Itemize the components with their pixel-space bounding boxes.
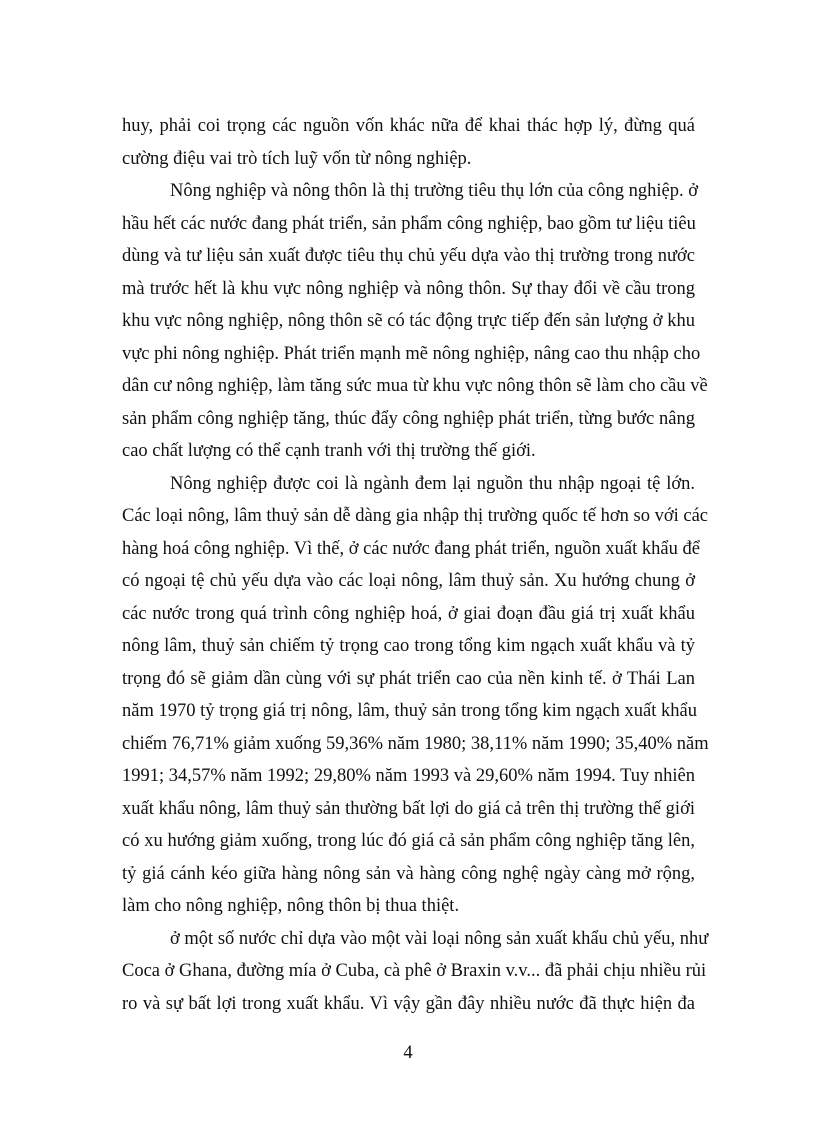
text-line: chiếm 76,71% giảm xuống 59,36% năm 1980; 38,11% năm 1990; 35,40% năm <box>122 733 709 754</box>
text-line: tỷ giá cánh kéo giữa hàng nông sản và hàng công nghệ ngày càng mở rộng, <box>122 863 695 884</box>
text-line: nông lâm, thuỷ sản chiếm tỷ trọng cao trong tổng kim ngạch xuất khẩu và tỷ <box>122 636 695 656</box>
text-line: xuất khẩu nông, lâm thuỷ sản thường bất lợi do giá cả trên thị trường thế giới <box>122 798 695 819</box>
text-line: cường điệu vai trò tích luỹ vốn từ nông nghiệp. <box>122 148 472 169</box>
text-line: ro và sự bất lợi trong xuất khẩu. Vì vậy gần đây nhiều nước đã thực hiện đa <box>122 993 695 1014</box>
text-line: huy, phải coi trọng các nguồn vốn khác nữa để khai thác hợp lý, đừng quá <box>122 116 695 136</box>
text-line: dân cư nông nghiệp, làm tăng sức mua từ khu vực nông thôn sẽ làm cho cầu về <box>122 376 708 396</box>
body-text <box>122 110 709 1020</box>
text-line: khu vực nông nghiệp, nông thôn sẽ có tác động trực tiếp đến sản lượng ở khu <box>122 311 695 331</box>
text-line: Coca ở Ghana, đường mía ở Cuba, cà phê ở Braxin v.v... đã phải chịu nhiều rủi <box>122 961 707 981</box>
text-line: sản phẩm công nghiệp tăng, thúc đẩy công nghiệp phát triển, từng bước nâng <box>122 408 695 429</box>
text-line: các nước trong quá trình công nghiệp hoá, ở giai đoạn đầu giá trị xuất khẩu <box>122 603 695 624</box>
text-line: Nông nghiệp và nông thôn là thị trường tiêu thụ lớn của công nghiệp. ở <box>170 181 698 201</box>
text-line: cao chất lượng có thể cạnh tranh với thị trường thế giới. <box>122 441 536 461</box>
text-line: năm 1970 tỷ trọng giá trị nông, lâm, thuỷ sản trong tổng kim ngạch xuất khẩu <box>122 701 697 721</box>
text-line: trọng đó sẽ giảm dần cùng với sự phát triển cao của nền kinh tế. ở Thái Lan <box>122 668 695 689</box>
page-number: 4 <box>403 1043 413 1063</box>
text-line: vực phi nông nghiệp. Phát triển mạnh mẽ nông nghiệp, nâng cao thu nhập cho <box>122 343 701 364</box>
text-line: mà trước hết là khu vực nông nghiệp và nông thôn. Sự thay đổi về cầu trong <box>122 278 695 299</box>
text-line: Nông nghiệp được coi là ngành đem lại nguồn thu nhập ngoại tệ lớn. <box>170 473 695 494</box>
text-line: dùng và tư liệu sản xuất được tiêu thụ chủ yếu dựa vào thị trường trong nước <box>122 246 695 266</box>
text-line: 1991; 34,57% năm 1992; 29,80% năm 1993 và 29,60% năm 1994. Tuy nhiên <box>122 766 695 786</box>
text-line: hầu hết các nước đang phát triển, sản phẩm công nghiệp, bao gồm tư liệu tiêu <box>122 213 696 234</box>
text-line: có xu hướng giảm xuống, trong lúc đó giá cả sản phẩm công nghiệp tăng lên, <box>122 831 695 851</box>
text-line: làm cho nông nghiệp, nông thôn bị thua thiệt. <box>122 896 460 916</box>
text-line: hàng hoá công nghiệp. Vì thế, ở các nước đang phát triển, nguồn xuất khẩu để <box>122 538 700 559</box>
text-line: Các loại nông, lâm thuỷ sản dễ dàng gia nhập thị trường quốc tế hơn so với các <box>122 506 709 526</box>
text-line: ở một số nước chỉ dựa vào một vài loại nông sản xuất khẩu chủ yếu, như <box>170 928 709 949</box>
text-line: có ngoại tệ chủ yếu dựa vào các loại nông, lâm thuỷ sản. Xu hướng chung ở <box>122 571 695 591</box>
